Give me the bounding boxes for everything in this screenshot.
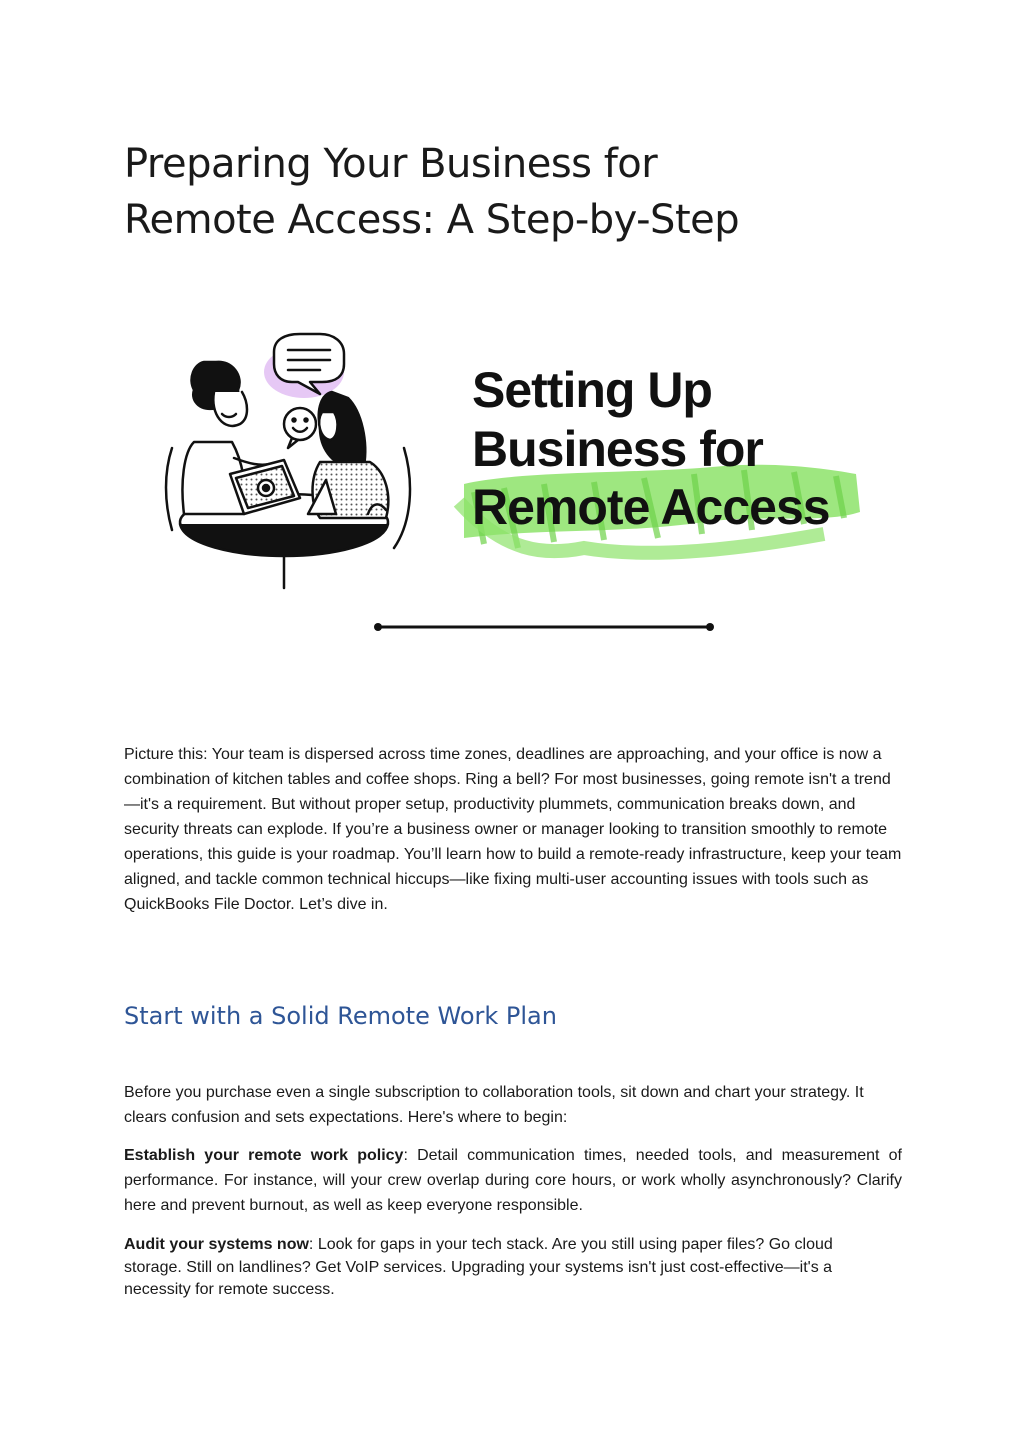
audit-first-line [124,1232,902,1257]
audit-text-line-1: : Look for gaps in your tech stack. Are you still using paper files? Go cloud [308,1236,833,1253]
audit-paragraph [124,1232,902,1301]
audit-text-rest: storage. Still on landlines? Get VoIP services. Upgrading your systems isn't just cost-effective—it's a necessity for remote success. [124,1259,833,1298]
intro-paragraph: Picture this: Your team is dispersed across time zones, deadlines are approaching, and your office is now a combination of kitchen tables and coffee shops. Ring a bell? For most businesses, going remote isn't a trend—it's a requirement. But without proper setup, productivity plummets, communication breaks down, and security threats can explode. If you’re a business owner or manager looking to transition smoothly to remote operations, this guide is your roadmap. You’ll learn how to build a remote-ready infrastructure, keep your team aligned, and tackle common technical hiccups—like fixing multi-user accounting issues with tools such as QuickBooks File Doctor. Let’s dive in. [124,746,902,913]
policy-label: Establish your remote work policy [124,1147,404,1164]
hero-headline-line-2: Business for [472,421,763,477]
hero-divider [374,623,714,631]
policy-text: : Detail communication times, needed tools, and measurement of performance. For instance, will your crew overlap during core hours, or work wholly asynchronously? Clarify here and prevent burnout, as well as keep everyone responsible. [124,1147,902,1214]
audit-label: Audit your systems now [124,1236,309,1253]
policy-paragraph [124,1143,902,1218]
document-title-line-2: Remote Access: A Step-by-Step [124,197,740,243]
hero-headline-line-1: Setting Up [472,362,712,418]
document-title-line-1: Preparing Your Business for [124,141,658,187]
document-title [124,136,884,248]
speech-bubble-icon [264,334,344,398]
plan-intro-paragraph: Before you purchase even a single subscription to collaboration tools, sit down and chart your strategy. It clears confusion and sets expectations. Here's where to begin: [124,1084,864,1126]
hero-headline-line-3: Remote Access [472,479,830,535]
hero-illustration [124,252,900,682]
smiley-bubble-icon [284,408,316,448]
people-at-table-illustration [166,334,410,588]
section-heading: Start with a Solid Remote Work Plan [124,1002,557,1030]
